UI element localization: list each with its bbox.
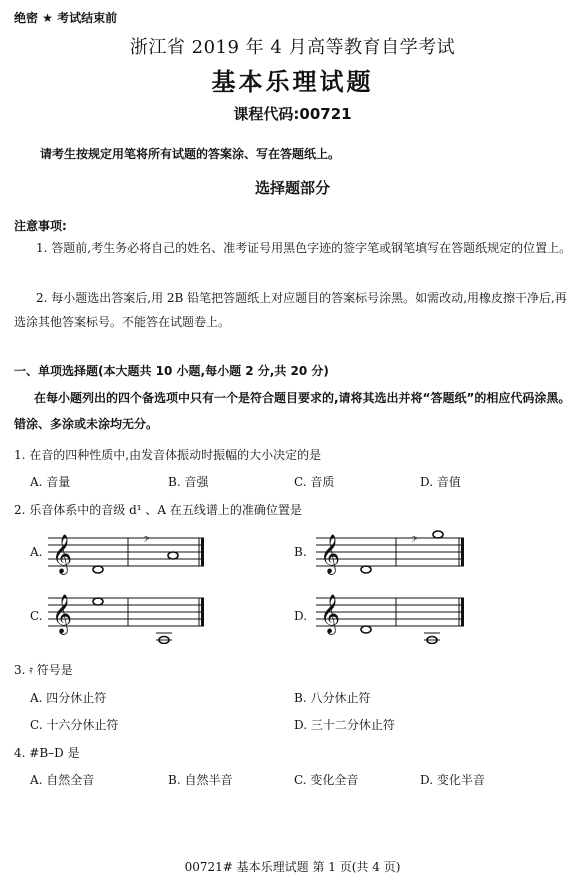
- question-2-option-a: A.: [30, 545, 43, 559]
- question-3-stem: 3. 𝄿 符号是: [14, 663, 73, 677]
- course-code: 课程代码:00721: [233, 105, 352, 123]
- notice-item-2: 2. 每小题选出答案后,用 2B 铅笔把答题纸上对应题目的答案标号涂黑。如需改动,用橡皮擦干净后,再选涂其他答案标号。不能答在试题卷上。: [14, 291, 567, 329]
- bass-clef-icon: 𝄢: [143, 536, 150, 547]
- staff-option-a: [48, 528, 208, 578]
- treble-clef-icon: 𝄞: [320, 534, 341, 574]
- paper-title: 基本乐理试题: [211, 68, 374, 96]
- question-3-option-d: D. 三十二分休止符: [294, 718, 395, 732]
- whole-note-icon: [361, 566, 371, 573]
- whole-note-icon: [93, 566, 103, 573]
- question-1-option-c: C. 音质: [294, 475, 335, 489]
- treble-clef-icon: 𝄞: [52, 594, 73, 634]
- question-1-option-a: A. 音量: [30, 475, 71, 489]
- notice-title: 注意事项:: [14, 219, 67, 233]
- question-4-option-b: B. 自然半音: [168, 773, 233, 787]
- question-2-option-d: D.: [294, 609, 308, 623]
- confidential-label: 绝密 ★ 考试结束前: [14, 11, 118, 25]
- question-2-stem: 2. 乐音体系中的音级 d¹ 、A 在五线谱上的准确位置是: [14, 503, 302, 517]
- whole-note-icon: [433, 531, 443, 538]
- question-4-option-d: D. 变化半音: [420, 773, 485, 787]
- question-3-option-a: A. 四分休止符: [30, 691, 107, 705]
- question-4-option-a: A. 自然全音: [30, 773, 95, 787]
- question-4-stem: 4. #B–D 是: [14, 746, 80, 760]
- whole-note-icon: [361, 626, 371, 633]
- staff-option-d: [316, 592, 476, 644]
- treble-clef-icon: 𝄞: [52, 534, 73, 574]
- section-description: 在每小题列出的四个备选项中只有一个是符合题目要求的,请将其选出并将“答题纸”的相应代码涂黑。错涂、多涂或未涂均无分。: [14, 391, 571, 431]
- treble-clef-icon: 𝄞: [320, 594, 341, 634]
- answer-instruction: 请考生按规定用笔将所有试题的答案涂、写在答题纸上。: [40, 147, 341, 161]
- question-1-stem: 1. 在音的四种性质中,由发音体振动时振幅的大小决定的是: [14, 448, 322, 462]
- bass-clef-icon: 𝄢: [411, 536, 418, 547]
- whole-note-icon: [93, 598, 103, 605]
- part-title: 选择题部分: [254, 179, 330, 197]
- question-1-option-d: D. 音值: [420, 475, 461, 489]
- exam-title: 浙江省 2019 年 4 月高等教育自学考试: [129, 37, 456, 58]
- question-3-option-c: C. 十六分休止符: [30, 718, 119, 732]
- notice-item-1: 1. 答题前,考生务必将自己的姓名、准考证号用黑色字迹的签字笔或钢笔填写在答题纸规定的位置上。: [36, 241, 572, 255]
- question-2-option-b: B.: [294, 545, 307, 559]
- question-2-option-c: C.: [30, 609, 43, 623]
- question-4-option-c: C. 变化全音: [294, 773, 359, 787]
- staff-option-c: [48, 592, 208, 644]
- whole-note-icon: [168, 552, 178, 559]
- question-1-option-b: B. 音强: [168, 475, 209, 489]
- page-footer: 00721# 基本乐理试题 第 1 页(共 4 页): [184, 860, 401, 874]
- staff-option-b: [316, 528, 476, 578]
- section-title: 一、单项选择题(本大题共 10 小题,每小题 2 分,共 20 分): [14, 364, 329, 378]
- question-3-option-b: B. 八分休止符: [294, 691, 371, 705]
